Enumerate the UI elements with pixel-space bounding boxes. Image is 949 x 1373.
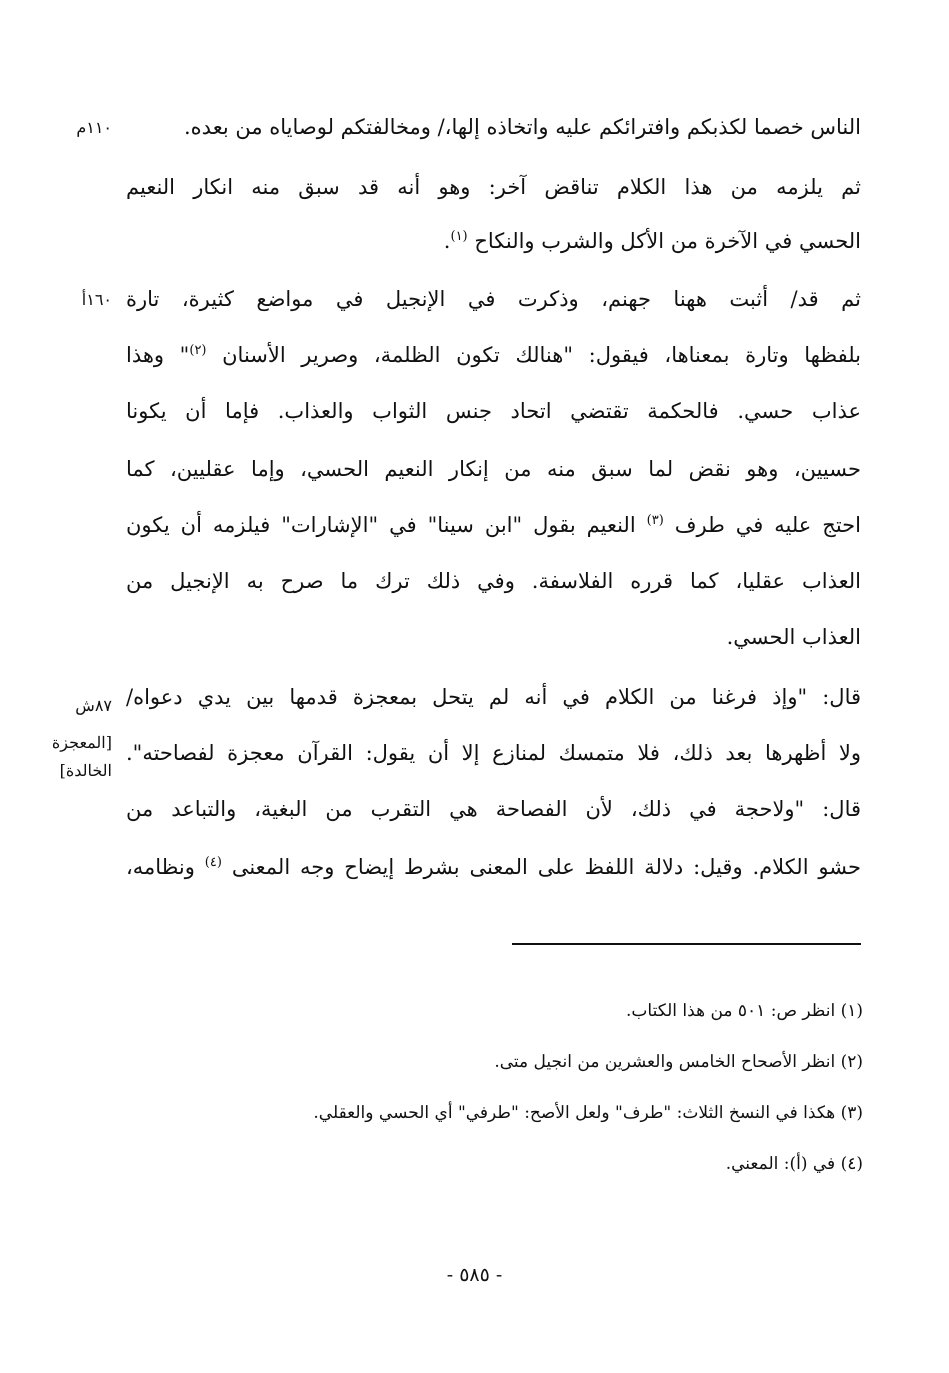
page-number: - ٥٨٥ - [446,1264,503,1286]
text-line-14: حشو الكلام. وقيل: دلالة اللفظ على المعنى بشرط إيضاح وجه المعنى $^{(٤)}$ ونظامه، [126,855,861,879]
text-line-10: العذاب الحسي. [726,625,861,649]
text-line-12: ولا أظهرها بعد ذلك، فلا متمسك لمنازع إلا أن يقول: القرآن معجزة لفصاحته". [126,741,861,765]
footnote-1: (١) انظر ص: ٥٠١ من هذا الكتاب. [626,1001,863,1021]
footnote-ref-1: (١) [450,229,468,244]
text-line-9: العذاب عقليا، كما قرره الفلاسفة. وفي ذلك ترك ما صرح به الإنجيل من [126,569,861,593]
text-line-13: قال: "ولاحجة في ذلك، لأن الفصاحة هي التقرب من البغية، والتباعد من [126,797,861,821]
footnote-2: (٢) انظر الأصحاح الخامس والعشرين من انجيل متى. [494,1052,863,1072]
footnote-3: (٣) هكذا في النسخ الثلاث: "طرف" ولعل الأصح: "طرفي" أي الحسي والعقلي. [313,1103,863,1123]
footnote-separator [512,943,861,945]
text-line-2: ثم يلزمه من هذا الكلام تناقض آخر: وهو أنه قد سبق منه انكار النعيم [126,175,861,199]
margin-note-folio-110: ١١٠م [76,118,112,137]
text-line-11: قال: "وإذ فرغنا من الكلام في أنه لم يتحل بمعجزة قدمها بين يدي دعواه/ [126,685,861,709]
footnote-4: (٤) في (أ): المعني. [725,1154,863,1174]
text-line-1: الناس خصما لكذبكم وافترائكم عليه واتخاذه إلها،/ ومخالفتكم لوصاياه من بعده. [184,115,861,139]
footnote-ref-3: (٣) [646,513,664,528]
text-line-5: بلفظها وتارة بمعناها، فيقول: "هنالك تكون الظلمة، وصرير الأسنان $^{(٢)}$" وهذا [126,343,861,367]
margin-note-section-title-1: [المعجزة [51,733,112,752]
footnote-ref-2: (٢) [189,343,207,358]
text-line-8: احتج عليه في طرف $^{(٣)}$ النعيم بقول "ابن سينا" في "الإشارات" فيلزمه أن يكون [126,513,861,537]
margin-note-folio-87: ٨٧ش [75,696,112,715]
text-line-3: الحسي في الآخرة من الأكل والشرب والنكاح $^{(١)}$. [443,229,861,253]
footnote-ref-4: (٤) [204,855,222,870]
margin-note-folio-160: ١٦٠أ [81,290,112,309]
margin-note-section-title-2: الخالدة] [59,761,112,780]
text-line-4: ثم قد/ أثبت ههنا جهنم، وذكرت في الإنجيل في مواضع كثيرة، تارة [126,287,861,311]
text-line-7: حسيين، وهو نقض لما سبق منه من إنكار النعيم الحسي، وإما عقليين، كما [126,457,861,481]
text-line-6: عذاب حسي. فالحكمة تقتضي اتحاد جنس الثواب والعذاب. فإما أن يكونا [126,399,861,423]
